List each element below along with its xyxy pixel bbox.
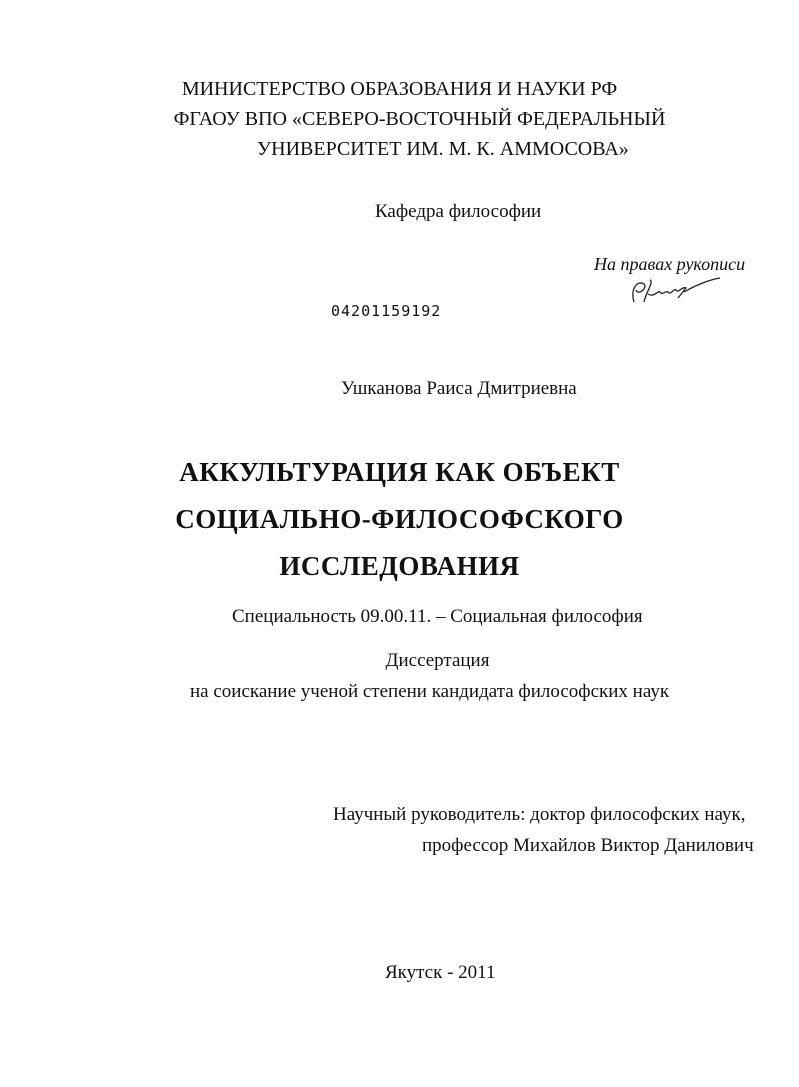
degree: на соискание ученой степени кандидата философских наук bbox=[190, 681, 670, 702]
title-line-3: ИССЛЕДОВАНИЯ bbox=[279, 551, 520, 581]
department: Кафедра философии bbox=[375, 201, 542, 222]
supervisor-line-2: профессор Михайлов Виктор Данилович bbox=[422, 835, 754, 856]
author-name: Ушканова Раиса Дмитриевна bbox=[341, 378, 577, 399]
signature bbox=[628, 276, 723, 308]
catalog-number: 04201159192 bbox=[331, 302, 442, 320]
university-line-2: УНИВЕРСИТЕТ ИМ. М. К. АММОСОВА» bbox=[257, 138, 629, 160]
place-year: Якутск - 2011 bbox=[385, 962, 496, 983]
manuscript-note: На правах рукописи bbox=[594, 254, 746, 274]
ministry-line: МИНИСТЕРСТВО ОБРАЗОВАНИЯ И НАУКИ РФ bbox=[181, 78, 618, 100]
supervisor-line-1: Научный руководитель: доктор философских наук, bbox=[333, 804, 746, 825]
title-line-1: АККУЛЬТУРАЦИЯ КАК ОБЪЕКТ bbox=[179, 457, 620, 487]
specialty: Специальность 09.00.11. – Социальная философия bbox=[232, 606, 643, 627]
university-line-1: ФГАОУ ВПО «СЕВЕРО-ВОСТОЧНЫЙ ФЕДЕРАЛЬНЫЙ bbox=[173, 108, 666, 130]
title-line-2: СОЦИАЛЬНО-ФИЛОСОФСКОГО bbox=[175, 504, 624, 534]
work-type: Диссертация bbox=[385, 650, 490, 671]
